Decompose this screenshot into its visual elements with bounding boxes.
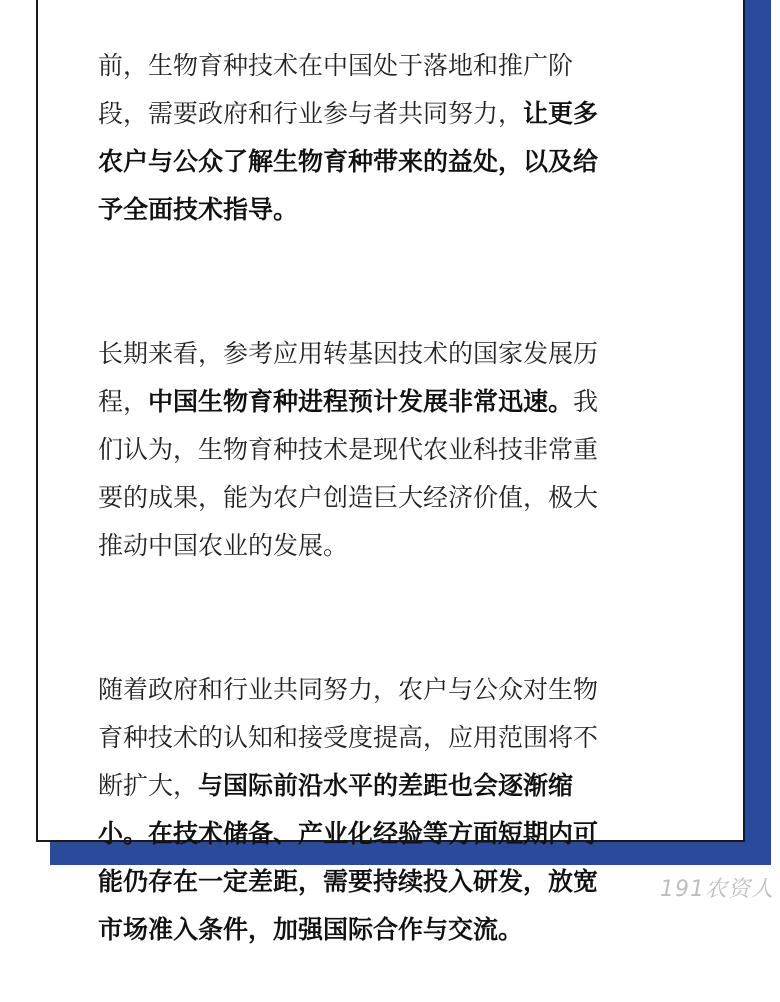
paragraph-bold-text: 让更多 农户与公众了解生物育种带来的益处，以及给 予全面技术指导。 [98, 99, 599, 224]
paragraph-1 [98, 0, 698, 234]
paragraph-bold-text: 与国际前沿水平的差距也会逐渐缩 小。在技术储备、产业化经验等方面短期内可 能仍存在一定差距，需要持续投入研发，放宽 市场准入条件，加强国际合作与交流。 [98, 771, 599, 944]
watermark: 191农资人 [660, 877, 774, 902]
paragraph-bold-text: 中国生物育种进程预计发展非常迅速。 [148, 387, 574, 416]
paragraph-text: 长期来看，参考应用转基因技术的国家发展历 程， [98, 339, 599, 416]
paragraph-text: 随着政府和行业共同努力，农户与公众对生物 育种技术的认知和接受度提高，应用范围将不 断扩大， [98, 675, 599, 800]
paragraph-3 [98, 618, 698, 954]
paragraph-text: 我 们认为，生物育种技术是现代农业科技非常重 要的成果，能为农户创造巨大经济价值，极大 推动中国农业的发展。 [98, 387, 599, 560]
paragraph-2 [98, 282, 698, 570]
paragraph-text: 前，生物育种技术在中国处于落地和推广阶 段，需要政府和行业参与者共同努力， [98, 51, 574, 128]
article-body [98, 0, 698, 1002]
